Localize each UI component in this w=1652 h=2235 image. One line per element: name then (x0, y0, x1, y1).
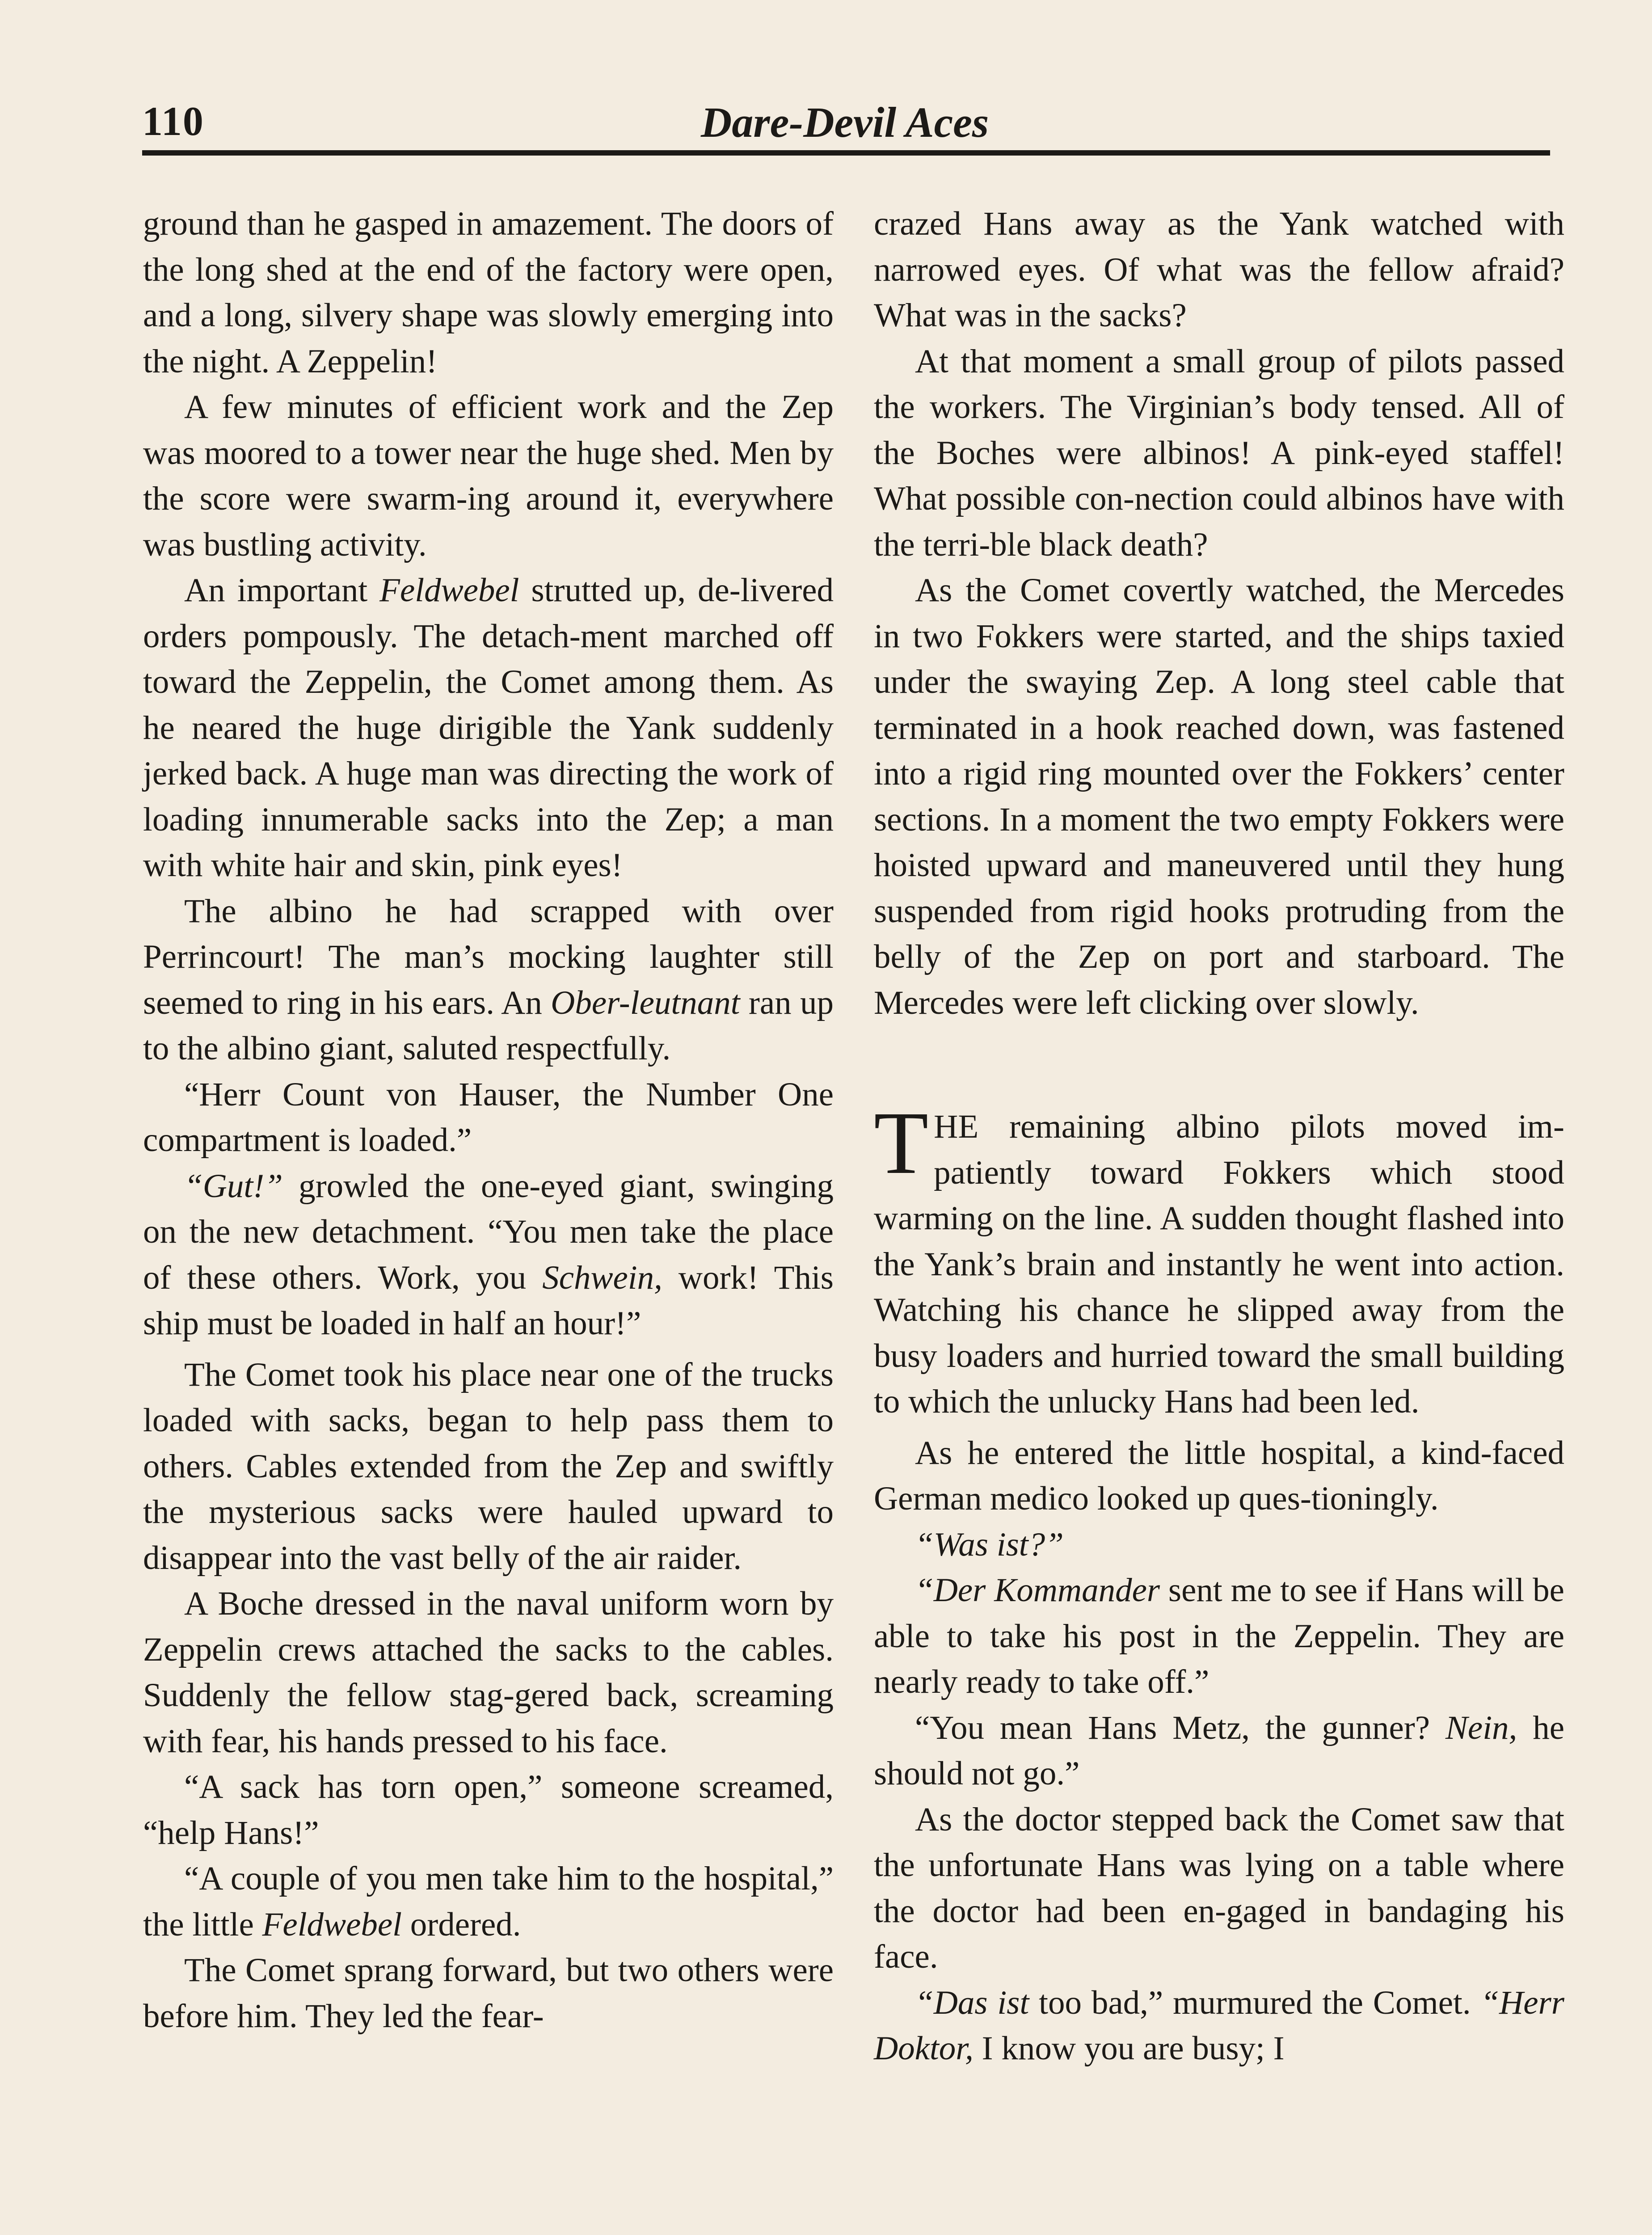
paragraph: As the Comet covertly watched, the Mercedes in two Fokkers were started, and the ships taxied under the swaying Zep. A long steel cable that terminated in a hook reached down, was fastened into a rigid ring mounted over the Fokkers’ center sections. In a moment the two empty Fokkers were hoisted upward and maneuvered until they hung suspended from rigid hooks protruding from the belly of the Zep on port and starboard. The Mercedes were left clicking over slowly. (874, 572, 1564, 1021)
paragraph: A Boche dressed in the naval uniform worn by Zeppelin crews attached the sacks to the cables. Suddenly the fellow stag-gered back, screaming with fear, his hands pressed to his face. (143, 1585, 834, 1760)
paragraph: The Comet sprang forward, but two others were before him. They led the fear- (143, 1952, 834, 2035)
paragraph: “Gut!” growled the one-eyed giant, swinging on the new detachment. “You men take the place of these others. Work, you Schwein, work! This ship must be loaded in half an hour!” (143, 1167, 834, 1342)
paragraph: A few minutes of efficient work and the Zep was moored to a tower near the huge shed. Men by the score were swarm-ing around it, everywhere was bustling activity. (143, 388, 834, 563)
paragraph: As he entered the little hospital, a kind-faced German medico looked up ques-tioningly. (874, 1434, 1564, 1517)
paragraph: “A sack has torn open,” someone screamed, “help Hans!” (143, 1768, 834, 1851)
paragraph: “Herr Count von Hauser, the Number One compartment is loaded.” (143, 1075, 834, 1159)
paragraph: The albino he had scrapped with over Perrincourt! The man’s mocking laughter still seemed to ring in his ears. An Ober-leutnant ran up to the albino giant, saluted respectfully. (143, 892, 834, 1067)
paragraph: At that moment a small group of pilots passed the workers. The Virginian’s body tensed. All of the Boches were albinos! A pink-eyed staffel! What possible con-nection could albinos have with the terri-ble black death? (874, 342, 1564, 563)
right-column (874, 201, 1564, 2072)
paragraph: “A couple of you men take him to the hospital,” the little Feldwebel ordered. (143, 1860, 834, 1943)
paragraph: As the doctor stepped back the Comet saw that the unfortunate Hans was lying on a table where the doctor had been en-gaged in bandaging his face. (874, 1801, 1564, 1975)
drop-cap: T (874, 1094, 929, 1193)
paragraph: “Das ist too bad,” murmured the Comet. “Herr Doktor, I know you are busy; I (874, 1984, 1564, 2067)
section-opening-paragraph: THE remaining albino pilots moved im-patiently toward Fokkers which stood warming on the line. A sudden thought flashed into the Yank’s brain and instantly he went into action. Watching his chance he slipped away from the busy loaders and hurried toward the small building to which the unlucky Hans had been led. (874, 1094, 1564, 1420)
header-rule (142, 150, 1550, 156)
paragraph: “Was ist?” (915, 1526, 1064, 1563)
paragraph: The Comet took his place near one of the trucks loaded with sacks, began to help pass them to others. Cables extended from the Zep and swiftly the mysterious sacks were hauled upward to disappear into the vast belly of the air raider. (143, 1356, 834, 1577)
page-header (142, 97, 1546, 151)
left-column (143, 201, 834, 2039)
paragraph: An important Feldwebel strutted up, de-livered orders pompously. The detach-ment marched off toward the Zeppelin, the Comet among them. As he neared the huge dirigible the Yank suddenly jerked back. A huge man was directing the work of loading innumerable sacks into the Zep; a man with white hair and skin, pink eyes! (143, 572, 834, 884)
page-number: 110 (142, 98, 204, 144)
running-title: Dare-Devil Aces (701, 98, 989, 146)
paragraph: “Der Kommander sent me to see if Hans will be able to take his post in the Zeppelin. They are nearly ready to take off.” (874, 1572, 1564, 1700)
paragraph: crazed Hans away as the Yank watched with narrowed eyes. Of what was the fellow afraid? What was in the sacks? (874, 205, 1564, 334)
paragraph: “You mean Hans Metz, the gunner? Nein, he should not go.” (874, 1709, 1564, 1792)
paragraph: ground than he gasped in amazement. The doors of the long shed at the end of the factory were open, and a long, silvery shape was slowly emerging into the night. A Zeppelin! (143, 205, 834, 380)
